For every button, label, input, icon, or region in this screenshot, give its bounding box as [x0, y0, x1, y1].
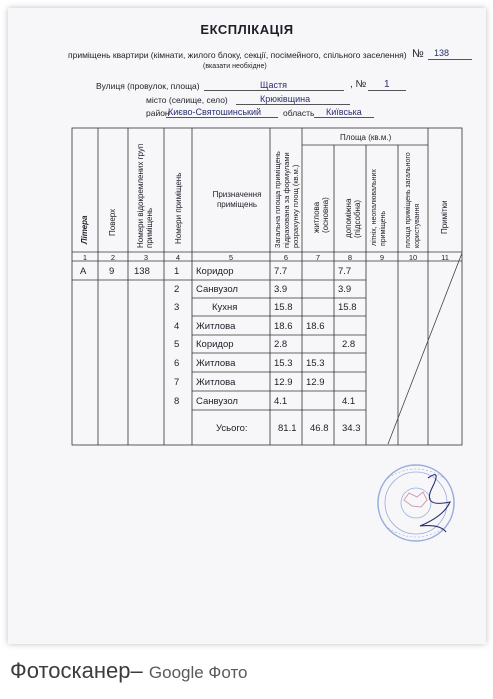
city-value: Крюківщина — [260, 94, 311, 104]
area-group-header: Площа (кв.м.) — [340, 133, 392, 142]
cell-room-no: 7 — [174, 377, 180, 388]
cell-aux: 15.8 — [338, 302, 357, 313]
street-value: Щастя — [260, 80, 288, 90]
cell-room-no: 6 — [174, 358, 180, 369]
column-number: 5 — [228, 253, 234, 262]
column-number: 3 — [143, 253, 149, 262]
cell-aux: 3.9 — [338, 284, 352, 295]
cell-group: 138 — [134, 266, 150, 277]
cell-aux: 7.7 — [338, 266, 352, 277]
cell-room-no: 5 — [174, 339, 180, 350]
header-floor: Поверх — [108, 208, 117, 236]
cell-purpose: Кухня — [212, 302, 238, 313]
cell-purpose: Житлова — [196, 377, 236, 388]
cell-total: 3.9 — [274, 284, 288, 295]
total-total: 81.1 — [278, 423, 297, 434]
cell-total: 12.9 — [274, 377, 293, 388]
cell-room-no: 2 — [174, 284, 180, 295]
header-purpose: Призначення приміщень — [212, 190, 262, 209]
footer-brand: Google Фото — [148, 663, 248, 682]
apartment-number: 138 — [434, 48, 450, 58]
house-number: 1 — [384, 79, 390, 90]
district-label: район — [146, 108, 170, 118]
cell-room-no: 3 — [174, 302, 180, 313]
cell-purpose: Коридор — [196, 266, 234, 277]
document-sheet — [8, 8, 486, 644]
cell-total: 15.8 — [274, 302, 293, 313]
column-number: 8 — [347, 253, 353, 262]
header-notes: Примітки — [440, 200, 449, 234]
house-sign: , № — [350, 79, 367, 90]
header-total-area: Загальна площа приміщень підрахована за формулами розрахунку площ (кв.м.) — [273, 151, 300, 248]
cell-aux: 2.8 — [342, 339, 356, 350]
header-common: площа приміщень загального користування — [405, 152, 421, 248]
header-letter: Літера — [80, 215, 89, 244]
header-summer: літніх, неопалювальних приміщень — [371, 169, 387, 246]
document-title: ЕКСПЛІКАЦІЯ — [200, 22, 294, 37]
cell-total: 2.8 — [274, 339, 288, 350]
cell-room-no: 4 — [174, 321, 180, 332]
cell-living: 18.6 — [306, 321, 325, 332]
cell-aux: 4.1 — [342, 396, 356, 407]
city-label: місто (селище, село) — [146, 95, 228, 105]
cell-total: 4.1 — [274, 396, 288, 407]
cell-purpose: Коридор — [196, 339, 234, 350]
district-value: Києво-Святошинський — [168, 107, 262, 117]
header-auxiliary: допоміжна (підсобна) — [344, 198, 362, 238]
total-label: Усього: — [216, 423, 248, 434]
region-value: Київська — [326, 107, 362, 117]
column-number: 9 — [379, 253, 385, 262]
street-label: Вулиця (провулок, площа) — [96, 81, 200, 91]
cell-total: 18.6 — [274, 321, 293, 332]
cell-purpose: Житлова — [196, 358, 236, 369]
cell-room-no: 8 — [174, 396, 180, 407]
cell-total: 15.3 — [274, 358, 293, 369]
cell-living: 12.9 — [306, 377, 325, 388]
header-living: житлова (основна) — [312, 197, 330, 233]
number-sign: № — [412, 48, 424, 60]
footer-app-name: Фотосканер — [10, 658, 131, 683]
column-number: 7 — [315, 253, 321, 262]
total-aux: 34.3 — [342, 423, 361, 434]
column-number: 11 — [441, 253, 449, 262]
column-number: 4 — [175, 253, 181, 262]
cell-living: 15.3 — [306, 358, 325, 369]
cell-total: 7.7 — [274, 266, 288, 277]
column-number: 1 — [82, 253, 88, 262]
column-number: 10 — [408, 253, 418, 262]
header-room-numbers: Номери приміщень — [174, 172, 183, 244]
region-label: область — [283, 108, 315, 118]
hint-text: (вказати необхідне) — [203, 63, 267, 70]
column-number: 6 — [283, 253, 289, 262]
official-stamp — [8, 8, 486, 644]
footer-separator: – — [130, 658, 143, 683]
column-number: 2 — [110, 253, 116, 262]
footer-caption — [10, 658, 248, 684]
total-living: 46.8 — [310, 423, 329, 434]
cell-purpose: Санвузол — [196, 396, 238, 407]
cell-room-no: 1 — [174, 266, 180, 277]
cell-letter: А — [80, 266, 87, 277]
cell-purpose: Житлова — [196, 321, 236, 332]
premises-type-line: приміщень квартири (кімнати, жилого блоку, секції, посімейного, спільного заселення) — [68, 50, 407, 60]
cell-purpose: Санвузол — [196, 284, 238, 295]
header-group-numbers: Номери відокремлених груп приміщень — [136, 143, 154, 248]
cell-floor: 9 — [109, 266, 115, 277]
